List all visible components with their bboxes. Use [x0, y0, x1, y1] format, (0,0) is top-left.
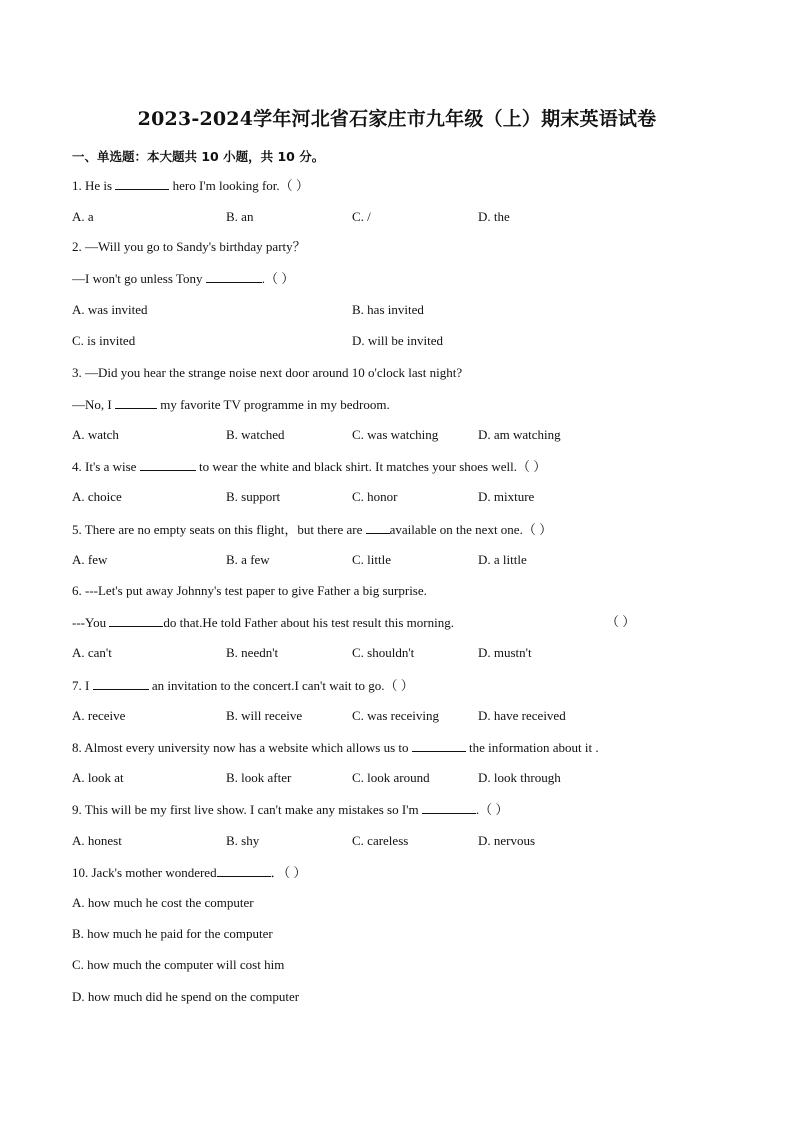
answer-blank [115, 177, 169, 190]
question-3 [72, 365, 462, 381]
question-5 [72, 521, 552, 538]
option-d: D. a little [478, 552, 527, 567]
option-a: A. honest [72, 833, 122, 848]
answer-blank [93, 677, 149, 690]
option-b: B. an [226, 209, 254, 224]
question-1 [72, 177, 309, 194]
answer-blank [422, 801, 476, 814]
option-b: B. how much he paid for the computer [72, 926, 273, 941]
question-text: 9. This will be my first live show. I can't make any mistakes so I'm [72, 802, 422, 817]
question-4 [72, 458, 546, 475]
question-text: 4. It's a wise [72, 459, 140, 474]
question-text: 5. There are no empty seats on this flight，but there are [72, 522, 366, 537]
answer-parenthesis: （ ） [606, 614, 636, 629]
question-text: do that.He told Father about his test result this morning. [163, 615, 454, 630]
answer-blank [412, 739, 466, 752]
question-text: 7. I [72, 678, 93, 693]
question-10 [72, 864, 306, 881]
question-6-line-2 [72, 614, 454, 631]
option-c: C. / [352, 209, 371, 224]
option-b: B. a few [226, 552, 270, 567]
exam-title: 2023-2024学年河北省石家庄市九年级（上）期末英语试卷 [137, 108, 657, 130]
option-a: A. receive [72, 708, 126, 723]
option-a: A. choice [72, 489, 122, 504]
question-2 [72, 239, 306, 255]
option-d: D. am watching [478, 427, 561, 442]
option-a: A. watch [72, 427, 119, 442]
answer-blank [217, 864, 271, 877]
question-2-line-2 [72, 270, 294, 287]
question-text: hero I'm looking for.（ ） [169, 178, 309, 193]
option-c: C. careless [352, 833, 409, 848]
question-text: ---You [72, 615, 110, 630]
option-c: C. little [352, 552, 391, 567]
answer-blank [115, 396, 157, 409]
question-text: .（ ） [261, 271, 295, 286]
option-c: C. shouldn't [352, 645, 415, 660]
section-heading: 一、单选题：本大题共 10 小题，共 10 分。 [72, 149, 325, 164]
option-b: B. support [226, 489, 281, 504]
option-d: D. the [478, 209, 510, 224]
option-b: B. will receive [226, 708, 303, 723]
option-b: B. has invited [352, 302, 424, 317]
answer-blank [366, 521, 390, 534]
answer-blank [140, 458, 196, 471]
question-text: 6. ---Let's put away Johnny's test paper to give Father a big surprise. [72, 583, 427, 598]
question-3-line-2 [72, 396, 390, 413]
question-text: available on the next one.（ ） [389, 522, 553, 537]
option-a: A. few [72, 552, 108, 567]
option-c: C. was receiving [352, 708, 440, 723]
question-text: .（ ） [475, 802, 509, 817]
question-text: 1. He is [72, 178, 116, 193]
option-d: D. how much did he spend on the computer [72, 989, 300, 1004]
option-a: A. was invited [72, 302, 148, 317]
option-b: B. watched [226, 427, 285, 442]
option-b: B. look after [226, 770, 292, 785]
question-8 [72, 739, 599, 756]
option-c: C. is invited [72, 333, 136, 348]
question-text: ．（ ） [270, 865, 307, 880]
option-b: B. needn't [226, 645, 279, 660]
answer-blank [206, 270, 262, 283]
question-7 [72, 677, 414, 694]
option-a: A. can't [72, 645, 112, 660]
question-text: 3. —Did you hear the strange noise next door around 10 o'clock last night? [72, 365, 463, 380]
question-text: —I won't go unless Tony [72, 271, 206, 286]
option-b: B. shy [226, 833, 260, 848]
option-c: C. look around [352, 770, 430, 785]
question-6 [72, 583, 427, 599]
option-d: D. have received [478, 708, 566, 723]
question-text: —No, I [72, 397, 115, 412]
option-d: D. look through [478, 770, 561, 785]
option-a: A. look at [72, 770, 124, 785]
option-d: D. will be invited [352, 333, 443, 348]
question-text: 10. Jack's mother wondered [72, 865, 217, 880]
question-text: 2. —Will you go to Sandy's birthday party？ [72, 239, 306, 254]
question-text: 8. Almost every university now has a website which allows us to [72, 740, 412, 755]
option-c: C. was watching [352, 427, 439, 442]
question-9 [72, 801, 508, 818]
answer-blank [109, 614, 163, 627]
option-c: C. honor [352, 489, 398, 504]
option-d: D. nervous [478, 833, 536, 848]
option-d: D. mixture [478, 489, 535, 504]
question-text: my favorite TV programme in my bedroom. [156, 397, 390, 412]
question-text: an invitation to the concert.I can't wait to go.（ ） [148, 678, 414, 693]
option-d: D. mustn't [478, 645, 532, 660]
option-a: A. a [72, 209, 94, 224]
option-a: A. how much he cost the computer [72, 895, 254, 910]
question-text: the information about it . [465, 740, 599, 755]
option-c: C. how much the computer will cost him [72, 957, 285, 972]
question-text: to wear the white and black shirt. It matches your shoes well.（ ） [195, 459, 547, 474]
